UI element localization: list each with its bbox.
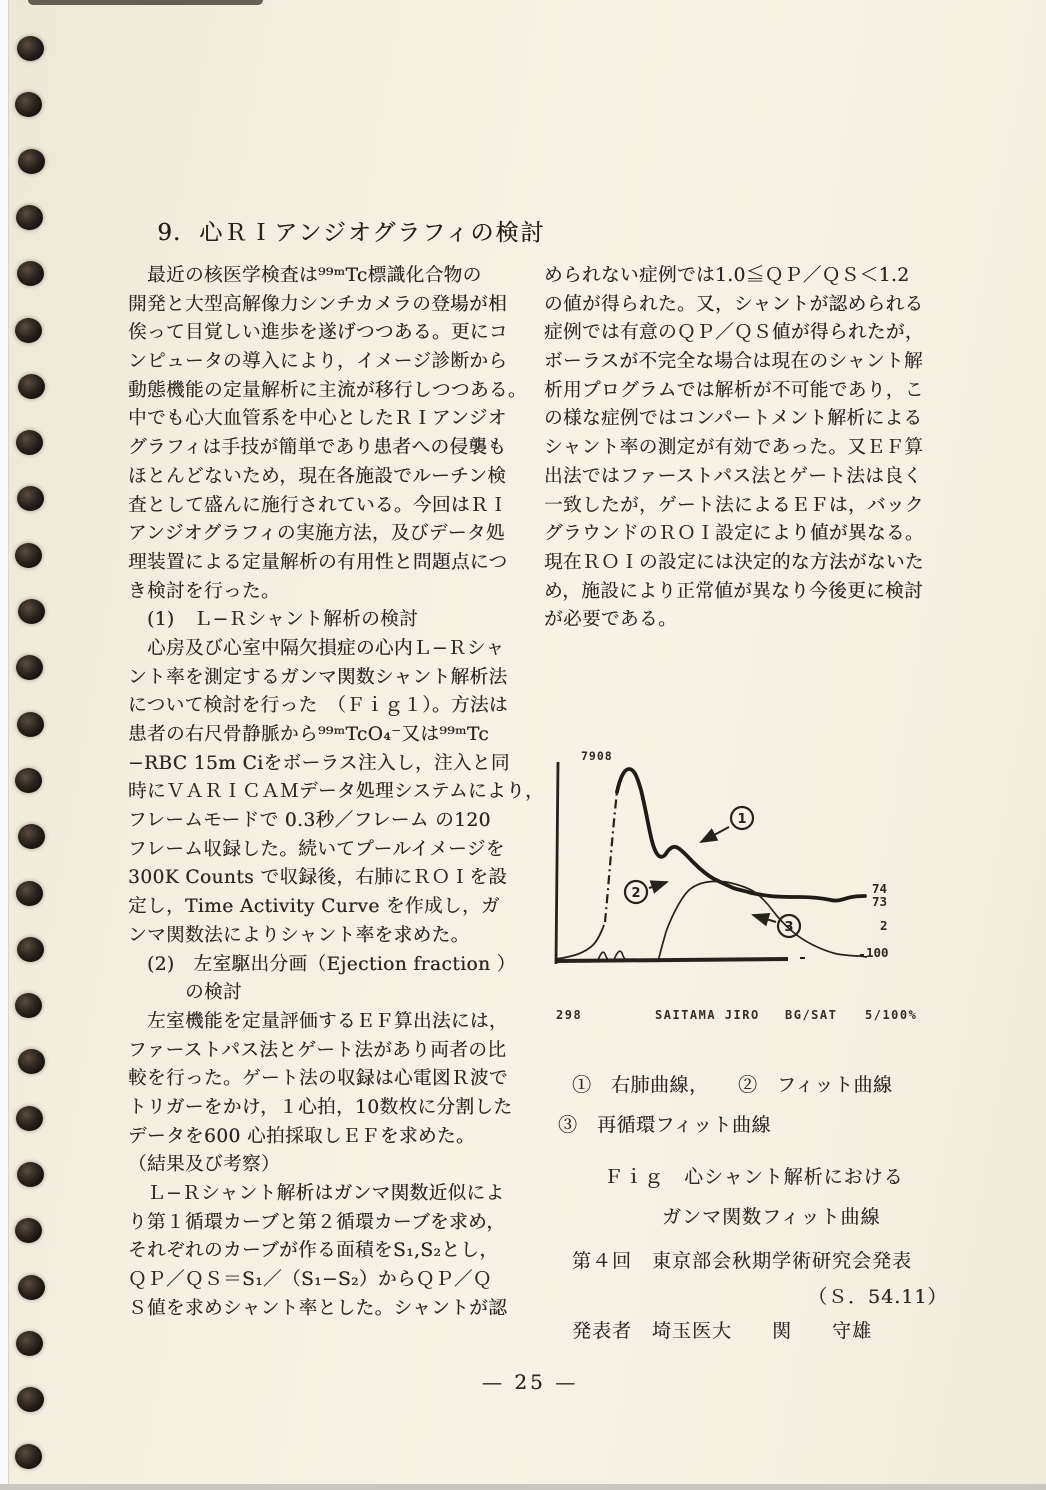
marker-3-label: 3 <box>784 920 794 935</box>
binding-hole <box>18 374 45 399</box>
curve-leadin <box>556 925 604 959</box>
right-label-100: 100 <box>866 945 889 960</box>
text-line: ント率を測定するガンマ関数シャント解析法 <box>128 666 508 688</box>
figure-caption-line-1: Ｆｉｇ 心シャント解析における <box>604 1166 904 1188</box>
text-line: グラウンドのＲＯＩ設定により値が異なる。 <box>544 523 924 545</box>
text-line: 中でも心大血管系を中心としたＲＩアンジオ <box>128 408 507 430</box>
text-line: フレームモードで 0.3秒／フレーム の120 <box>128 810 491 832</box>
text-line: 理装置による定量解析の有用性と問題点につ <box>128 551 508 573</box>
text-line: 300K Counts で収録後，右肺にＲＯＩを設 <box>128 867 508 889</box>
text-line: グラフィは手技が簡単であり患者への侵襲も <box>128 437 507 459</box>
peak-count-label: 7908 <box>581 749 613 763</box>
binding-hole <box>18 599 45 624</box>
curve-rise-dashdot <box>605 792 617 922</box>
text-line: (2) 左室駆出分画（Ejection fraction ） <box>128 953 516 975</box>
text-line: フレーム収録した。続いてプールイメージを <box>128 838 505 860</box>
right-label-74: 74 <box>872 881 888 896</box>
text-line: Ｓ値を求めシャント率とした。シャントが認 <box>128 1297 508 1319</box>
footer-presenter: 発表者 埼玉医大 関 守雄 <box>572 1320 873 1342</box>
text-line: 心房及び心室中隔欠損症の心内Ｌ−Ｒシャ <box>128 637 505 659</box>
text-line: められない症例では1.0≦ＱＰ／ＱＳ＜1.2 <box>544 265 910 286</box>
binding-hole <box>17 486 44 511</box>
text-line: 時にＶＡＲＩＣＡＭデータ処理システムにより， <box>128 781 545 803</box>
text-line: 査として盛んに施行されている。今回はＲＩ <box>128 494 508 516</box>
text-line: Ｌ−Ｒシャント解析はガンマ関数近似によ <box>128 1183 505 1204</box>
right-column <box>544 262 948 635</box>
marker-2-arrow <box>649 882 667 888</box>
text-line: それぞれのカーブが作る面積をS₁,S₂とし， <box>128 1240 499 1262</box>
binding-hole <box>15 318 42 343</box>
binding-hole <box>18 824 45 849</box>
binding-hole <box>17 712 44 737</box>
binding-hole <box>15 768 42 793</box>
text-line: 析用プログラムでは解析が不可能であり，こ <box>544 379 924 401</box>
figure-caption-line-2: ガンマ関数フィット曲線 <box>662 1206 881 1228</box>
binding-hole <box>17 36 44 61</box>
scan-edge-bottom <box>0 1484 1046 1490</box>
text-line: ンマ関数法によりシャント率を求めた。 <box>128 924 470 946</box>
section-title: 心ＲＩアンジオグラフィの検討 <box>199 220 546 246</box>
binding-hole <box>16 655 43 680</box>
text-line: 出法ではファーストパス法とゲート法は良く <box>544 465 923 487</box>
text-line: 定し，Time Activity Curve を作成し，ガ <box>128 896 500 918</box>
text-line: 開発と大型高解像力シンチカメラの登場が相 <box>128 293 508 315</box>
text-line: 最近の核医学検査は⁹⁹ᵐTc標識化合物の <box>128 265 482 286</box>
binding-hole <box>18 1275 45 1300</box>
binding-hole <box>15 993 42 1018</box>
binding-hole <box>15 1218 42 1243</box>
binding-hole <box>17 261 44 286</box>
binding-hole <box>17 1162 44 1187</box>
marker-1-arrow <box>701 827 729 842</box>
text-line: ほとんどないため，現在各施設でルーチン検 <box>128 465 507 487</box>
text-line: アンジオグラフィの実施方法，及びデータ処 <box>128 523 505 545</box>
text-line: の検討 <box>128 982 242 1004</box>
binding-hole <box>15 92 42 117</box>
left-column <box>128 262 545 1323</box>
binding-hole <box>15 1444 42 1469</box>
text-line: シャント率の測定が有効であった。又ＥＦ算 <box>544 437 924 459</box>
text-line: （結果及び考察） <box>128 1154 280 1176</box>
x-axis <box>556 959 788 961</box>
scan-smudge <box>28 0 263 5</box>
text-line: の値が得られた。又，シャントが認められる <box>544 293 924 315</box>
right-label-2: 2 <box>880 918 888 933</box>
y-axis <box>556 762 558 964</box>
binding-hole <box>16 1331 43 1356</box>
text-line: データを600 心拍採取しＥＦを求めた。 <box>128 1125 475 1147</box>
binding-hole <box>17 937 44 962</box>
text-line: 動態機能の定量解析に主流が移行しつつある。 <box>128 379 527 401</box>
text-line: き検討を行った。 <box>128 580 280 602</box>
curve-right-lung <box>617 769 865 901</box>
footer-date: （Ｓ．54.11） <box>808 1286 948 1308</box>
text-line: 俟って目覚しい進歩を遂げつつある。更にコ <box>128 322 508 344</box>
text-line: −RBC 15m Ciをボーラス注入し，注入と同 <box>128 752 510 774</box>
section-number: 9. <box>157 220 182 246</box>
text-line: ボーラスが不完全な場合は現在のシャント解 <box>544 351 923 373</box>
text-line: め，施設により正常値が異なり今後更に検討 <box>544 580 924 602</box>
text-line: 患者の右尺骨静脈から⁹⁹ᵐTcO₄⁻又は⁹⁹ᵐTc <box>128 724 490 745</box>
figure-printer-line <box>548 1008 968 1032</box>
figure-legend-row-2: ③ 再循環フィット曲線 <box>558 1114 771 1136</box>
marker-1-label: 1 <box>737 812 747 827</box>
scan-edge-left <box>0 0 9 1490</box>
figure-legend-row-1: ① 右肺曲線， ② フィット曲線 <box>572 1074 893 1096</box>
text-line: ンピュータの導入により，イメージ診断から <box>128 351 508 373</box>
binding-hole <box>18 1049 45 1074</box>
text-line: 左室機能を定量評価するＥＦ算出法には， <box>128 1010 508 1032</box>
binding-hole <box>16 881 43 906</box>
printer-frame-number: 298 <box>556 1008 583 1022</box>
page-title <box>120 188 545 273</box>
text-line: が必要である。 <box>544 609 677 631</box>
text-line: (1) Ｌ−Ｒシャント解析の検討 <box>128 609 419 631</box>
text-line: ファーストパス法とゲート法があり両者の比 <box>128 1039 507 1061</box>
marker-2-label: 2 <box>631 886 641 901</box>
text-line: 較を行った。ゲート法の収録は心電図Ｒ波で <box>128 1068 508 1090</box>
page-number: — 25 — <box>481 1370 579 1394</box>
binding-hole <box>16 430 43 455</box>
binding-hole <box>16 1106 43 1131</box>
printer-scale: 5/100% <box>865 1008 918 1022</box>
printer-patient-name: SAITAMA JIRO <box>655 1008 760 1022</box>
text-line: トリガーをかけ，１心拍，10数枚に分割した <box>128 1096 513 1118</box>
text-line: について検討を行った （Ｆｉｇ１）。方法は <box>128 695 508 717</box>
binding-hole <box>15 543 42 568</box>
text-line: の様な症例ではコンパートメント解析による <box>544 408 923 430</box>
binding-hole <box>16 205 43 230</box>
binding-hole <box>17 1387 44 1412</box>
text-line: 一致したが，ゲート法によるＥＦは，バック <box>544 494 924 516</box>
text-line: り第１循環カーブと第２循環カーブを求め， <box>128 1211 506 1233</box>
printer-mode: BG/SAT <box>785 1008 838 1022</box>
text-line: 症例では有意のＱＰ／ＱＳ値が得られたが， <box>544 322 924 344</box>
right-label-73: 73 <box>872 894 888 909</box>
text-line: ＱＰ／ＱＳ＝S₁／（S₁−S₂）からＱＰ／Ｑ <box>128 1269 492 1291</box>
binding-hole <box>18 149 45 174</box>
marker-3-arrow <box>753 915 776 922</box>
text-line: 現在ＲＯＩの設定には決定的な方法がないた <box>544 551 924 573</box>
footer-meeting: 第４回 東京部会秋期学術研究会発表 <box>572 1250 913 1272</box>
figure-chart <box>548 726 968 1038</box>
